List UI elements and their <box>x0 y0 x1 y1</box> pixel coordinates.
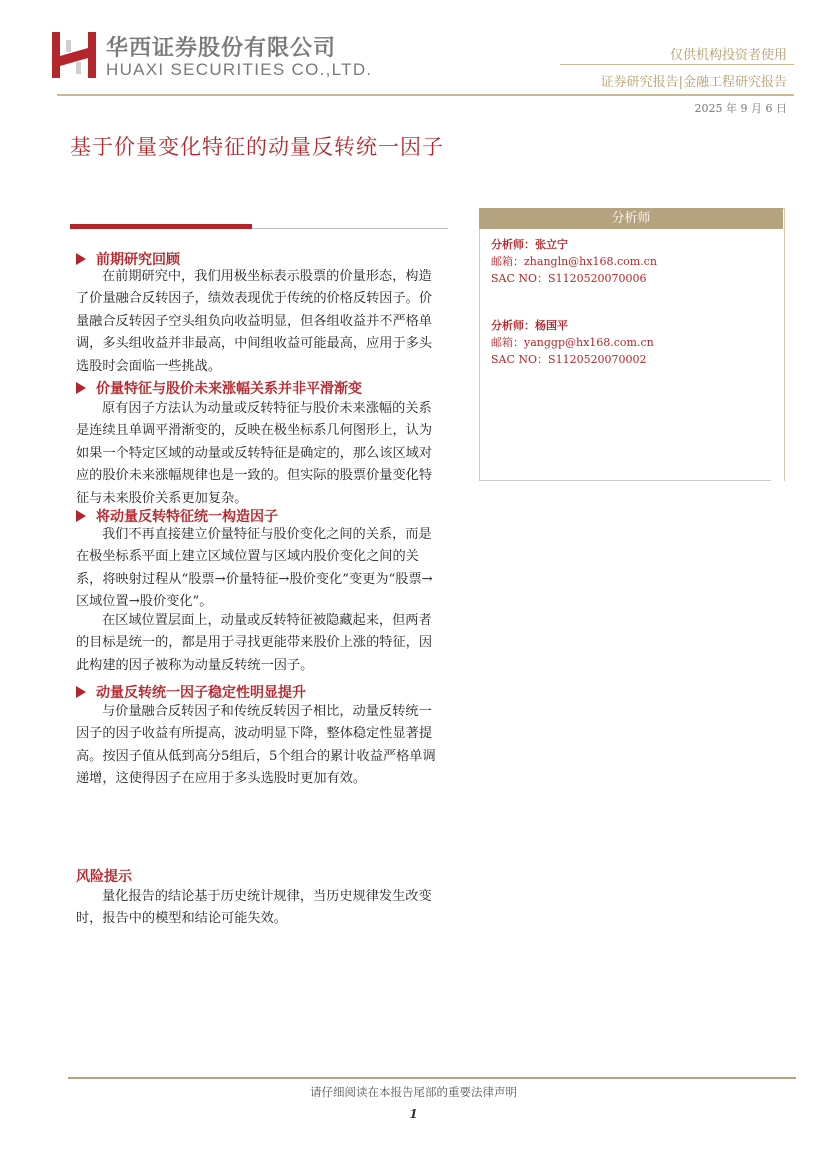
huaxi-logo-icon <box>52 32 96 78</box>
triangle-bullet-icon <box>76 253 86 265</box>
analyst-box-title: 分析师 <box>479 208 783 229</box>
section-heading: 将动量反转特征统一构造因子 <box>76 506 278 526</box>
company-name-en: HUAXI SECURITIES CO.,LTD. <box>106 60 373 79</box>
triangle-bullet-icon <box>76 382 86 394</box>
report-title: 基于价量变化特征的动量反转统一因子 <box>70 135 444 159</box>
footer-divider <box>68 1077 796 1079</box>
page-number: 1 <box>409 1107 418 1121</box>
analyst-sac: SAC NO：S1120520070002 <box>491 353 647 366</box>
report-date: 2025 年 9 月 6 日 <box>694 102 787 115</box>
analyst-name: 分析师：杨国平 <box>491 319 568 332</box>
section-accent-bar <box>70 224 252 229</box>
section-paragraph: 在前期研究中，我们用极坐标表示股票的价量形态，构造了价量融合反转因子，绩效表现优于传统的价格反转因子。价量融合反转因子空头组负向收益明显，但各组收益并不严格单调，多头组收益并非最高，中间组收益可能最高，应用于多头选股时会面临一些挑战。 <box>76 269 433 374</box>
header-divider-short <box>560 64 794 65</box>
risk-heading: 风险提示 <box>76 869 132 885</box>
analyst-email[interactable]: 邮箱：yanggp@hx168.com.cn <box>491 336 654 349</box>
section-heading: 动量反转统一因子稳定性明显提升 <box>76 682 306 702</box>
triangle-bullet-icon <box>76 510 86 522</box>
legal-notice: 请仔细阅读在本报告尾部的重要法律声明 <box>310 1085 517 1099</box>
section-paragraph: 与价量融合反转因子和传统反转因子相比，动量反转统一因子的因子收益有所提高，波动明显下降，整体稳定性显著提高。按因子值从低到高分5组后，5个组合的累计收益严格单调递增，这使得因子在应用于多头选股时更加有效。 <box>76 704 436 787</box>
section-heading: 价量特征与股价未来涨幅关系并非平滑渐变 <box>76 378 362 398</box>
company-name-cn: 华西证券股份有限公司 <box>106 36 337 61</box>
risk-text: 量化报告的结论基于历史统计规律，当历史规律发生改变时，报告中的模型和结论可能失效。 <box>76 889 432 927</box>
triangle-bullet-icon <box>76 686 86 698</box>
header-divider <box>57 94 794 96</box>
analyst-name: 分析师：张立宁 <box>491 238 568 251</box>
section-paragraph: 原有因子方法认为动量或反转特征与股价未来涨幅的关系是连续且单调平滑渐变的，反映在极坐标系几何图形上，认为如果一个特定区域的动量或反转特征是确定的，那么该区域对应的股价未来涨幅规律也是一致的。但实际的股票价量变化特征与未来股价关系更加复杂。 <box>76 401 433 506</box>
section-paragraph: 在区域位置层面上，动量或反转特征被隐藏起来，但两者的目标是统一的，都是用于寻找更能带来股价上涨的特征，因此构建的因子被称为动量反转统一因子。 <box>76 613 433 673</box>
analyst-box-divider <box>479 480 771 481</box>
report-type: 证券研究报告|金融工程研究报告 <box>600 75 787 90</box>
section-heading: 前期研究回顾 <box>76 249 180 269</box>
section-divider <box>252 228 448 229</box>
analyst-email[interactable]: 邮箱：zhangln@hx168.com.cn <box>491 255 657 268</box>
analyst-sac: SAC NO：S1120520070006 <box>491 272 647 285</box>
audience-notice: 仅供机构投资者使用 <box>669 48 787 63</box>
section-paragraph: 我们不再直接建立价量特征与股价变化之间的关系，而是在极坐标系平面上建立区域位置与区域内股价变化之间的关系，将映射过程从“股票→价量特征→股价变化”变更为“股票→区域位置→股价变化”。 <box>76 527 433 610</box>
